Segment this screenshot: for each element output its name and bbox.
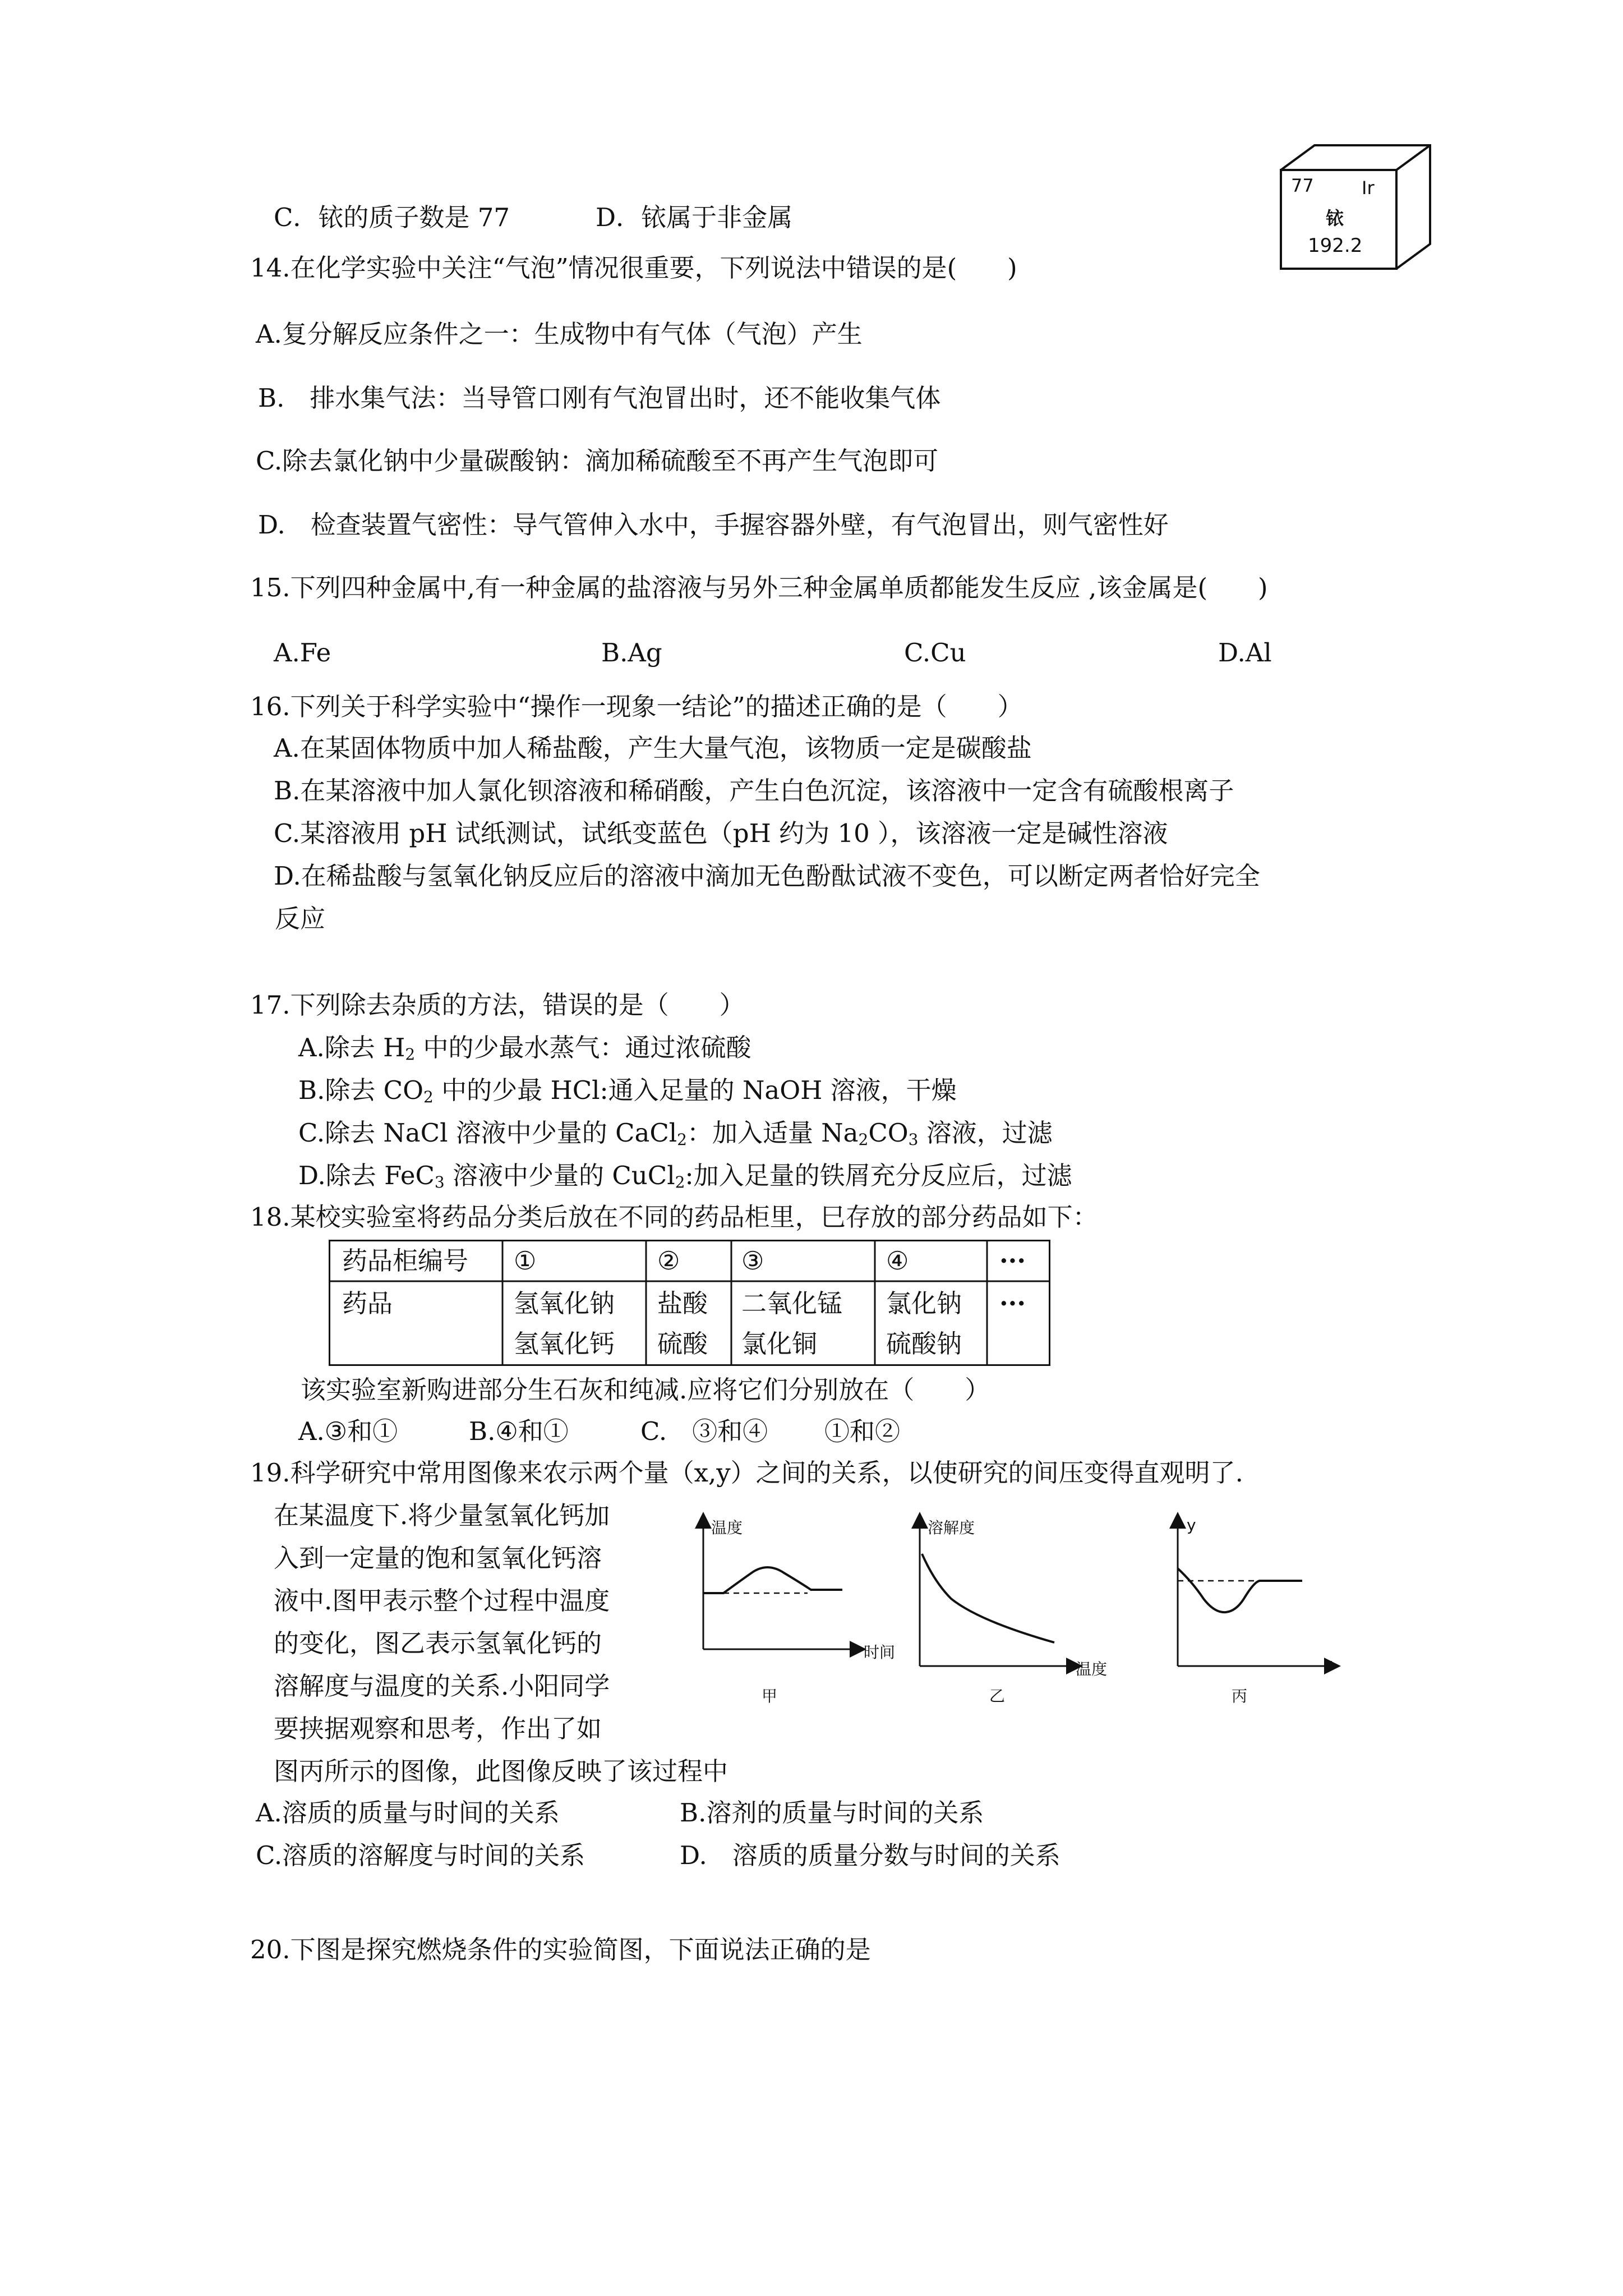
q14-option-d: D. 检查装置气密性：导气管伸入水中，手握容器外壁，有气泡冒出，则气密性好 xyxy=(258,510,1169,540)
element-atomic-mass: 192.2 xyxy=(1308,234,1363,257)
q17-b-text-2: 中的少最 HCl:通入足量的 NaOH 溶液，干燥 xyxy=(433,1075,957,1105)
q15-option-a: A.Fe xyxy=(274,638,331,668)
graph-yi-xlabel: 温度 xyxy=(1076,1660,1108,1678)
q15-option-b: B.Ag xyxy=(601,638,662,668)
graph-yi xyxy=(912,1515,1080,1677)
q18-cabinet4-item2: 硫酸钠 xyxy=(886,1329,962,1359)
graph-jia-ylabel: 温度 xyxy=(711,1519,743,1537)
q18-table-header-3: ③ xyxy=(741,1246,764,1276)
q18-table-header-1: ① xyxy=(514,1246,537,1276)
element-atomic-number: 77 xyxy=(1291,175,1314,196)
q17-c-sub-3: 3 xyxy=(908,1130,919,1149)
graph-jia-xlabel: 时间 xyxy=(864,1643,896,1662)
q19-body-line-3: 液中.图甲表示整个过程中温度 xyxy=(274,1586,610,1616)
q18-cabinet1-item2: 氢氧化钙 xyxy=(514,1329,615,1359)
q13-option-c: C．铱的质子数是 77 xyxy=(274,203,510,232)
q15-stem: 15.下列四种金属中,有一种金属的盐溶液与另外三种金属单质都能发生反应 ,该金属是( ) xyxy=(250,573,1268,602)
q19-option-a: A.溶质的质量与时间的关系 xyxy=(256,1798,560,1828)
q19-stem: 19.科学研究中常用图像来农示两个量（x,y）之间的关系，以使研究的间压变得直观明了. xyxy=(250,1458,1243,1488)
q16-stem: 16.下列关于科学实验中“操作一现象一结论”的描述正确的是（ ） xyxy=(250,692,1023,721)
q17-a-text: A.除去 H xyxy=(298,1033,405,1062)
q18-option-b: B.④和① xyxy=(469,1416,569,1446)
q19-option-d: D. 溶质的质量分数与时间的关系 xyxy=(680,1841,1061,1870)
q16-option-b: B.在某溶液中加人氯化钡溶液和稀硝酸，产生白色沉淀，该溶液中一定含有硫酸根离子 xyxy=(274,776,1234,806)
q18-cabinet1-item1: 氢氧化钠 xyxy=(514,1289,615,1318)
graph-bing-caption: 丙 xyxy=(1232,1687,1248,1705)
q19-body-line-1: 在某温度下.将少量氢氧化钙加 xyxy=(274,1501,610,1530)
q18-option-d: ①和② xyxy=(824,1416,901,1446)
q13-option-d: D．铱属于非金属 xyxy=(596,203,793,232)
q18-table-header-2: ② xyxy=(657,1246,680,1276)
q17-a-sub: 2 xyxy=(405,1045,416,1064)
q17-option-c xyxy=(298,1116,1053,1150)
q18-cabinet3-item1: 二氧化锰 xyxy=(741,1289,843,1318)
q17-d-text-2: 溶液中少量的 CuCl xyxy=(444,1161,675,1190)
q18-option-c: C. ③和④ xyxy=(640,1416,768,1446)
element-cube-diagram xyxy=(1279,143,1447,272)
graph-bing-xlabel: x xyxy=(1324,1655,1333,1673)
graph-jia-caption: 甲 xyxy=(762,1687,778,1705)
q17-b-text: B.除去 CO xyxy=(298,1075,424,1105)
q20-stem: 20.下图是探究燃烧条件的实验简图，下面说法正确的是 xyxy=(250,1935,871,1964)
q15-option-c: C.Cu xyxy=(904,638,966,668)
q17-b-sub: 2 xyxy=(423,1088,434,1106)
q17-c-text-3: CO xyxy=(868,1118,909,1148)
q15-option-d: D.Al xyxy=(1218,638,1272,668)
q17-d-sub-2: 2 xyxy=(675,1173,685,1191)
q18-table-header-more: ··· xyxy=(999,1246,1026,1276)
q18-cabinet2-item2: 硫酸 xyxy=(657,1329,708,1359)
q16-option-a: A.在某固体物质中加人稀盐酸，产生大量气泡，该物质一定是碳酸盐 xyxy=(274,733,1032,763)
graph-yi-caption: 乙 xyxy=(989,1687,1006,1705)
q14-option-b: B. 排水集气法：当导管口刚有气泡冒出时，还不能收集气体 xyxy=(258,383,941,413)
element-chinese-name: 铱 xyxy=(1326,208,1344,229)
q19-option-c: C.溶质的溶解度与时间的关系 xyxy=(256,1841,585,1870)
q17-d-text: D.除去 FeC xyxy=(298,1161,435,1190)
q18-cabinet2-item1: 盐酸 xyxy=(657,1289,708,1318)
q14-option-c: C.除去氯化钠中少量碳酸钠：滴加稀硫酸至不再产生气泡即可 xyxy=(256,446,939,476)
q18-option-a: A.③和① xyxy=(298,1416,398,1446)
q19-option-b: B.溶剂的质量与时间的关系 xyxy=(680,1798,984,1828)
q18-table-more-cell: ··· xyxy=(999,1289,1026,1318)
q19-body-line-6: 要挟据观察和思考，作出了如 xyxy=(274,1714,602,1743)
q19-body-line-4: 的变化，图乙表示氢氧化钙的 xyxy=(274,1628,602,1658)
q16-option-d-line2: 反应 xyxy=(275,904,326,933)
q17-stem: 17.下列除去杂质的方法，错误的是（ ） xyxy=(250,990,745,1020)
q16-option-c: C.某溶液用 pH 试纸测试，试纸变蓝色（pH 约为 10 ），该溶液一定是碱性溶液 xyxy=(274,818,1168,848)
q17-option-a xyxy=(298,1031,751,1065)
q18-table-header-cabinet: 药品柜编号 xyxy=(342,1246,469,1276)
graph-yi-ylabel: 溶解度 xyxy=(928,1519,975,1537)
q17-c-sub: 2 xyxy=(677,1130,687,1149)
q17-c-text: C.除去 NaCl 溶液中少量的 CaCl xyxy=(298,1118,677,1148)
element-symbol: Ir xyxy=(1362,177,1375,199)
graph-bing-ylabel: y xyxy=(1187,1516,1196,1534)
graph-bing xyxy=(1170,1515,1344,1677)
q17-option-d xyxy=(298,1159,1072,1193)
q17-d-text-3: :加入足量的铁屑充分反应后，过滤 xyxy=(685,1161,1072,1190)
q18-table-header-4: ④ xyxy=(886,1246,909,1276)
q17-d-sub: 3 xyxy=(434,1173,445,1191)
q18-cabinet3-item2: 氯化铜 xyxy=(741,1329,818,1359)
q18-follow-up: 该实验室新购进部分生石灰和纯减.应将它们分别放在（ ） xyxy=(301,1375,990,1405)
q19-body-line-2: 入到一定量的饱和氢氧化钙溶 xyxy=(274,1543,602,1573)
q18-stem: 18.某校实验室将药品分类后放在不同的药品柜里，巳存放的部分药品如下： xyxy=(250,1202,1098,1232)
q17-c-text-4: 溶液，过滤 xyxy=(918,1118,1053,1148)
graph-jia xyxy=(695,1515,864,1677)
q18-cabinet4-item1: 氯化钠 xyxy=(886,1289,962,1318)
q14-stem: 14.在化学实验中关注“气泡”情况很重要，下列说法中错误的是( ) xyxy=(250,253,1017,283)
q19-body-line-7: 图丙所示的图像，此图像反映了该过程中 xyxy=(274,1756,728,1786)
q16-option-d-line1: D.在稀盐酸与氢氧化钠反应后的溶液中滴加无色酚酞试液不变色，可以断定两者恰好完全 xyxy=(274,861,1260,891)
q14-option-a: A.复分解反应条件之一：生成物中有气体（气泡）产生 xyxy=(256,319,863,349)
q17-option-b xyxy=(298,1074,957,1107)
q17-c-sub-2: 2 xyxy=(858,1130,869,1149)
q18-table-row-label: 药品 xyxy=(342,1289,393,1318)
q17-a-text-2: 中的少最水蒸气：通过浓硫酸 xyxy=(415,1033,751,1062)
q19-body-line-5: 溶解度与温度的关系.小阳同学 xyxy=(274,1671,610,1701)
q17-c-text-2: ：加入适量 Na xyxy=(686,1118,859,1148)
